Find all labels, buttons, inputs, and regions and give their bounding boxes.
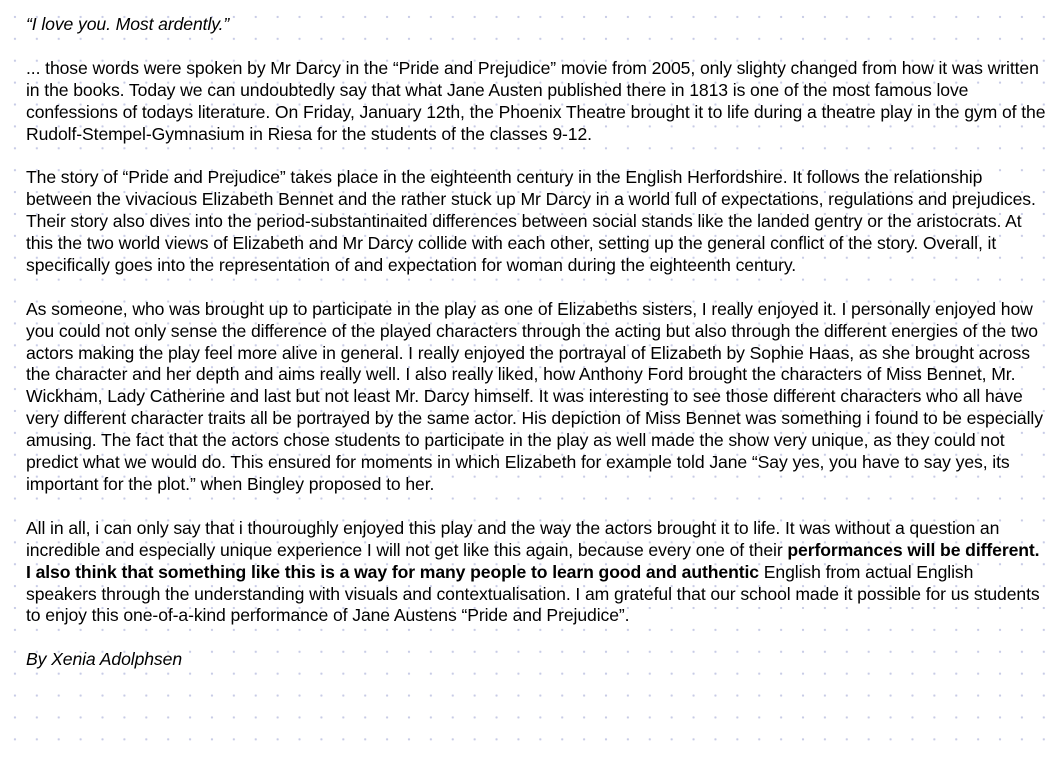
conclusion-bold-text: performances will be different. I also think that something like this is a way for many people to learn good and authentic: [26, 539, 1040, 582]
paragraph-experience: As someone, who was brought up to participate in the play as one of Elizabeths sisters, I really enjoyed it. I personally enjoyed how you could not only sense the difference of the played characters through the acting but also through the different energies of the two actors making the play feel more alive in general. I really enjoyed the portrayal of Elizabeth by Sophie Haas, as she brought across the character and her depth and aims really well. I also really liked, how Anthony Ford brought the characters of Miss Bennet, Mr. Wickham, Lady Catherine and last but not least Mr. Darcy himself. It was interesting to see those different characters who all have very different character traits all be portrayed by the same actor. His depiction of Miss Bennet was something i found to be especially amusing. The fact that the actors chose students to participate in the play as well made the show very unique, as they could not predict what we would do. This ensured for moments in which Elizabeth for example told Jane “Say yes, you have to say yes, its important for the plot.” when Bingley proposed to her.: [26, 298, 1043, 494]
paragraph-conclusion: [26, 518, 1046, 628]
paragraph-story: The story of “Pride and Prejudice” takes place in the eighteenth century in the English Herfordshire. It follows the relationship between the vivacious Elizabeth Bennet and the rather stuck up Mr Darcy in a world full of expectations, regulations and prejudices. Their story also dives into the period-substantinaited differences between social stands like the landed gentry or the aristocrats. At this the two world views of Elizabeth and Mr Darcy collide with each other, setting up the general conflict of the story. Overall, it specifically goes into the representation of and expectation for woman during the eighteenth century.: [26, 167, 1036, 275]
opening-quote: “I love you. Most ardently.”: [26, 14, 230, 34]
paragraph-intro: ... those words were spoken by Mr Darcy in the “Pride and Prejudice” movie from 2005, only slighty changed from how it was written in the books. Today we can undoubtedly say that what Jane Austen published there in 1813 is one of the most famous love confessions of todays literature. On Friday, January 12th, the Phoenix Theatre brought it to life during a theatre play in the gym of the Rudolf-Stempel-Gymnasium in Riesa for the students of the classes 9-12.: [26, 57, 1046, 144]
conclusion-text-start: All in all, i can only say that i thouroughly enjoyed this play and the way the actors brought it to life. It was without a question an incredible and especially unique experience I will not get like this again, because every one of their: [26, 517, 1000, 560]
article: [26, 14, 1046, 671]
conclusion-text-end: English from actual English speakers through the understanding with visuals and contextualisation. I am grateful that our school made it possible for us students to enjoy this one-of-a-kind performance of Jane Austens “Pride and Prejudice”.: [26, 561, 1040, 626]
author-byline: By Xenia Adolphsen: [26, 649, 183, 670]
